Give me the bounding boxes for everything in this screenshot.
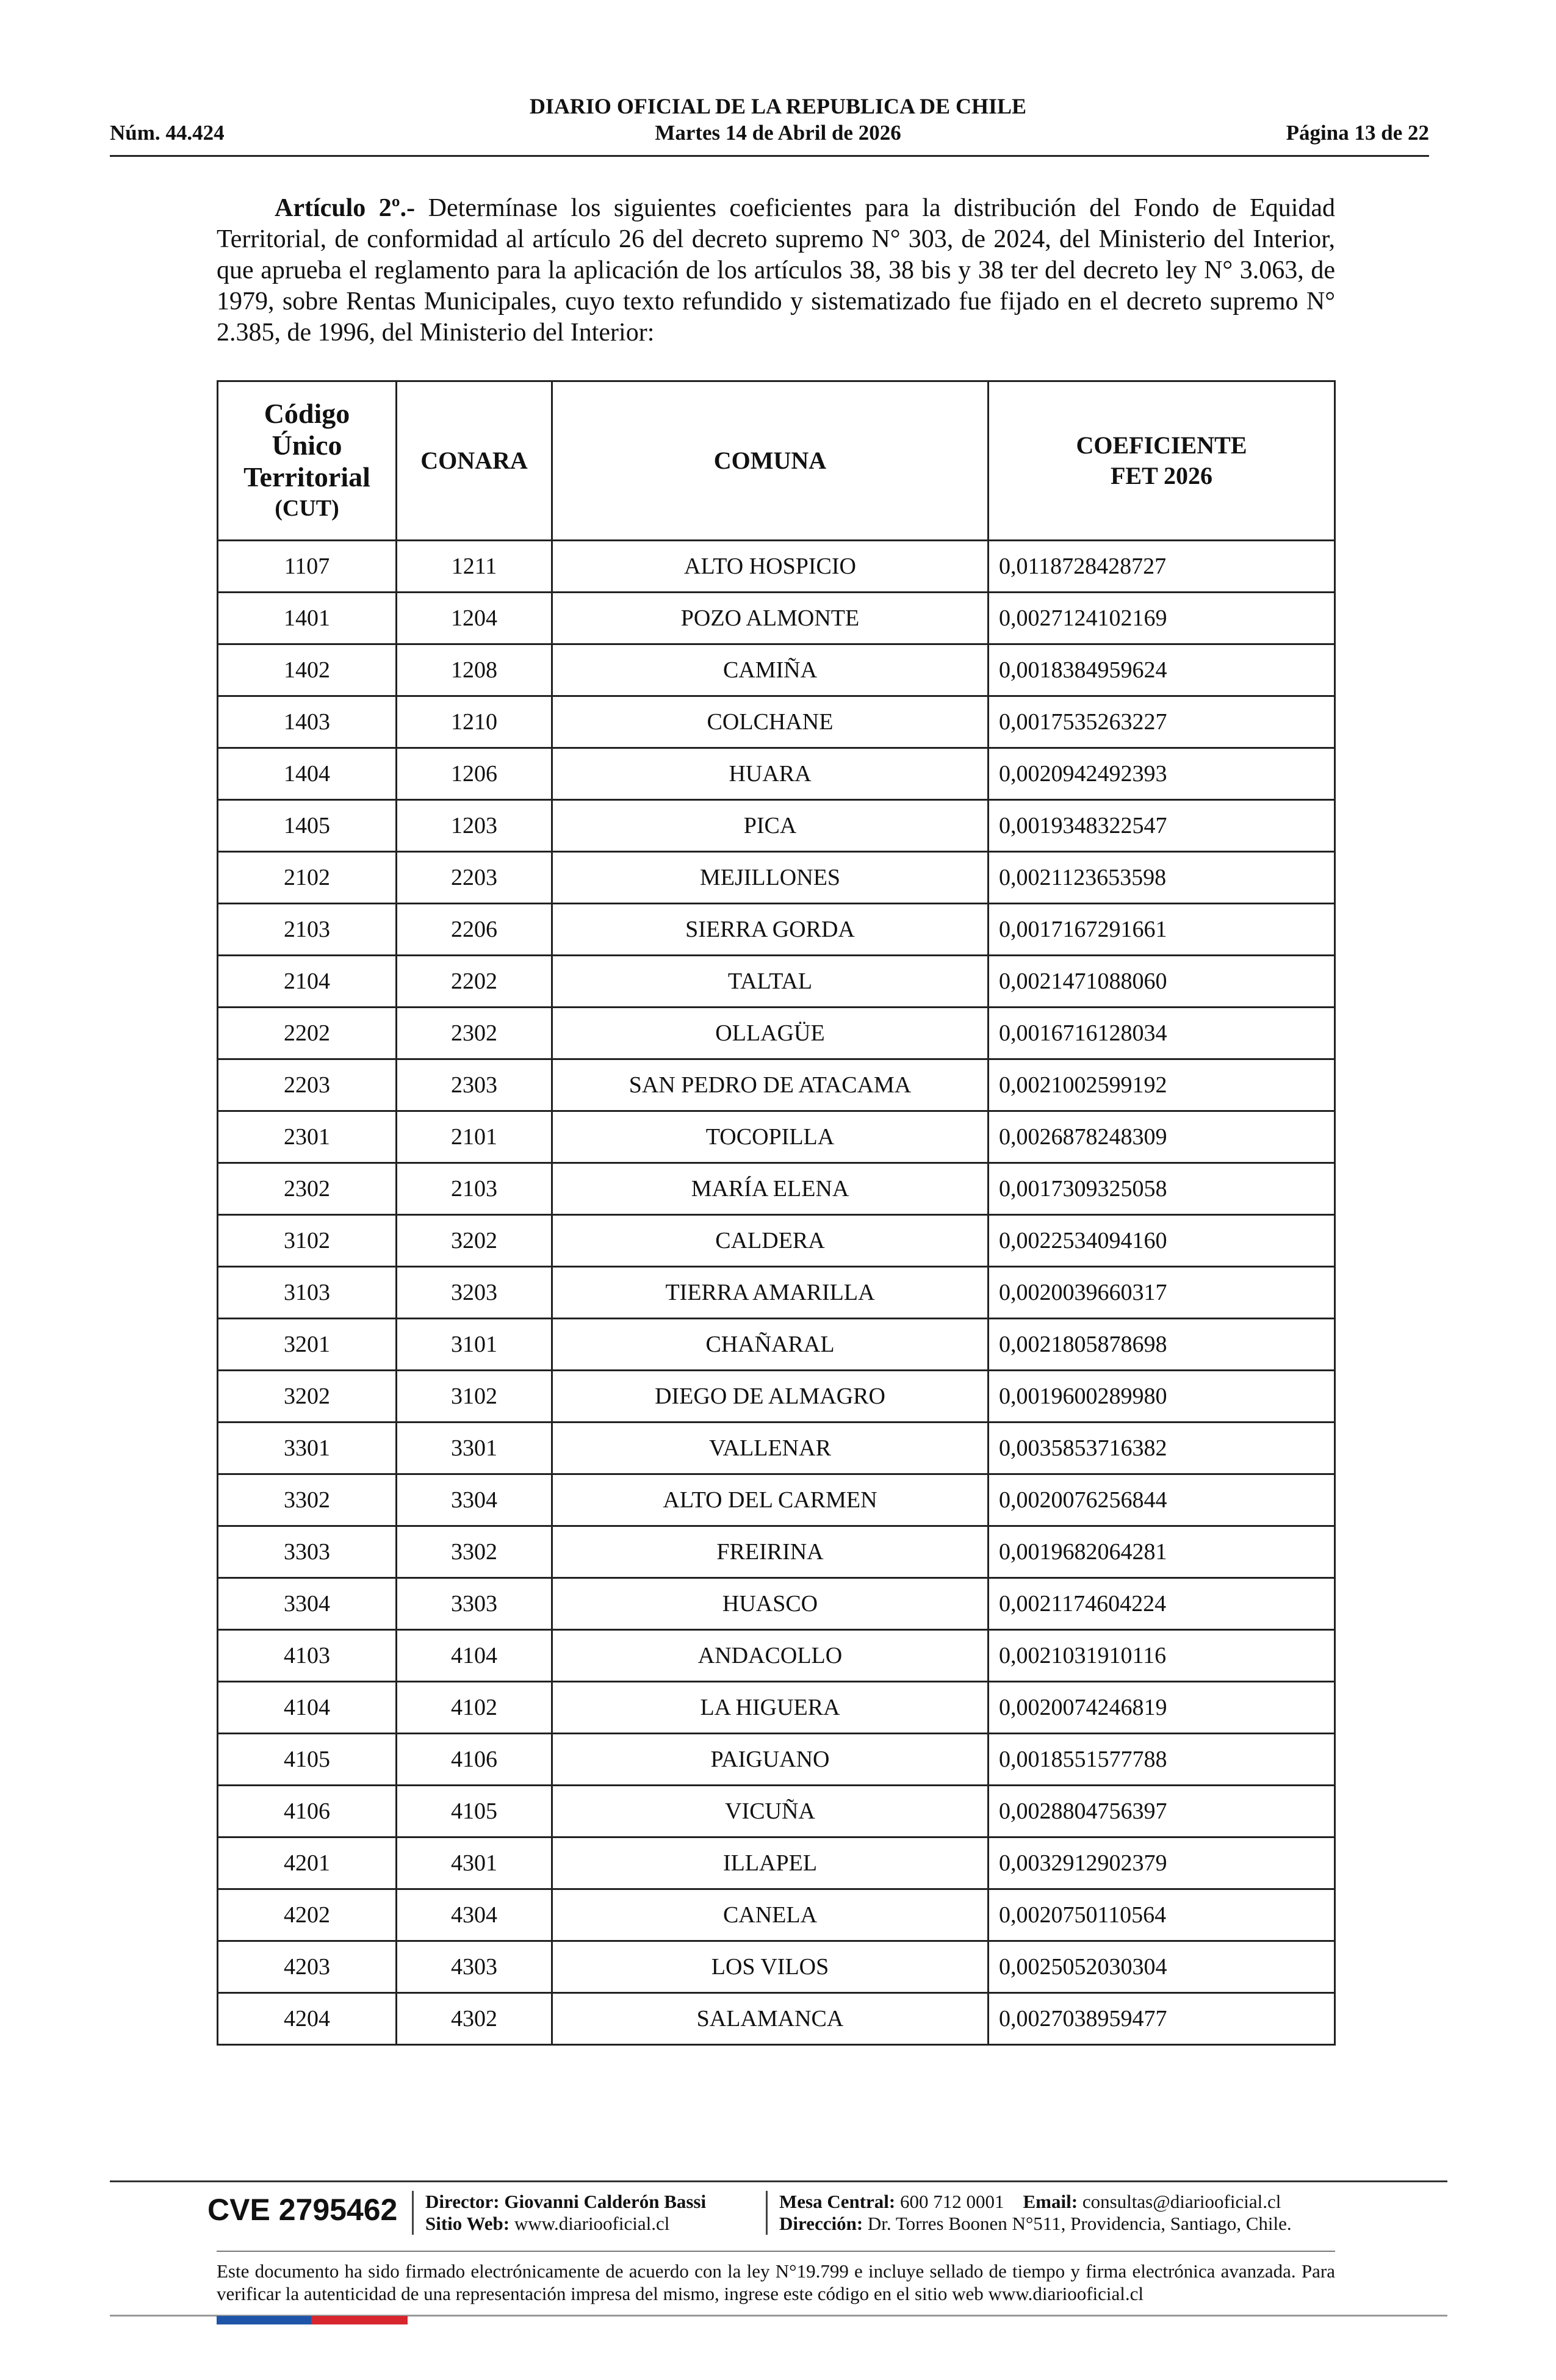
cell-comuna: HUASCO xyxy=(552,1578,989,1630)
director-name: Giovanni Calderón Bassi xyxy=(504,2191,707,2212)
email-label: Email: xyxy=(1023,2191,1078,2212)
cell-coeficiente: 0,0021031910116 xyxy=(989,1630,1335,1682)
cell-conara: 4105 xyxy=(397,1786,552,1837)
header-coef-line1: COEFICIENTE xyxy=(1076,431,1247,459)
email-link[interactable]: consultas@diariooficial.cl xyxy=(1082,2191,1281,2212)
cell-coeficiente: 0,0018551577788 xyxy=(989,1734,1335,1786)
cell-conara: 2303 xyxy=(397,1059,552,1111)
header-cut xyxy=(218,381,397,541)
cell-coeficiente: 0,0021471088060 xyxy=(989,956,1335,1008)
cell-coeficiente: 0,0025052030304 xyxy=(989,1941,1335,1993)
cell-coeficiente: 0,0027038959477 xyxy=(989,1993,1335,2045)
cell-conara: 1204 xyxy=(397,593,552,644)
table-row xyxy=(218,644,1335,696)
mesa-label: Mesa Central: xyxy=(779,2191,896,2212)
cell-comuna: VICUÑA xyxy=(552,1786,989,1837)
cell-coeficiente: 0,0021123653598 xyxy=(989,852,1335,904)
footer-contact-block xyxy=(779,2191,1292,2235)
cell-conara: 3101 xyxy=(397,1319,552,1371)
cell-cut: 1405 xyxy=(218,800,397,852)
header-divider xyxy=(110,155,1429,157)
cell-comuna: SALAMANCA xyxy=(552,1993,989,2045)
cell-conara: 1210 xyxy=(397,696,552,748)
table-row xyxy=(218,1993,1335,2045)
cell-coeficiente: 0,0018384959624 xyxy=(989,644,1335,696)
table-row xyxy=(218,1111,1335,1163)
cell-conara: 2202 xyxy=(397,956,552,1008)
table-row xyxy=(218,852,1335,904)
cve-code: CVE 2795462 xyxy=(207,2193,398,2227)
cell-conara: 2302 xyxy=(397,1008,552,1059)
cell-cut: 3202 xyxy=(218,1371,397,1423)
cell-comuna: ANDACOLLO xyxy=(552,1630,989,1682)
cell-coeficiente: 0,0020076256844 xyxy=(989,1474,1335,1526)
table-row xyxy=(218,1371,1335,1423)
page-number: Página 13 de 22 xyxy=(1286,121,1429,145)
coefficients-table xyxy=(217,380,1336,2046)
cell-conara: 4102 xyxy=(397,1682,552,1734)
article-text: Determínase los siguientes coeficientes para la distribución del Fondo de Equidad Territorial, de conformidad al artículo 26 del decreto supremo N° 303, de 2024, del Ministerio del Interior, que aprueba el reglamento para la aplicación de los artículos 38, 38 bis y 38 ter del decreto ley N° 3.063, de 1979, sobre Rentas Municipales, cuyo texto refundido y sistematizado fue fijado en el decreto supremo N° 2.385, de 1996, del Ministerio del Interior: xyxy=(217,194,1336,347)
cell-conara: 4301 xyxy=(397,1837,552,1889)
cell-cut: 2103 xyxy=(218,904,397,956)
cell-coeficiente: 0,0019682064281 xyxy=(989,1526,1335,1578)
footer-separator xyxy=(412,2191,414,2235)
cell-comuna: CAMIÑA xyxy=(552,644,989,696)
cell-cut: 3301 xyxy=(218,1423,397,1474)
cell-conara: 3102 xyxy=(397,1371,552,1423)
issue-number: Núm. 44.424 xyxy=(110,121,225,145)
cell-comuna: CHAÑARAL xyxy=(552,1319,989,1371)
cell-conara: 2206 xyxy=(397,904,552,956)
cell-coeficiente: 0,0017309325058 xyxy=(989,1163,1335,1215)
table-row xyxy=(218,696,1335,748)
cell-coeficiente: 0,0016716128034 xyxy=(989,1008,1335,1059)
address-text: Dr. Torres Boonen N°511, Providencia, Santiago, Chile. xyxy=(867,2213,1292,2234)
cell-coeficiente: 0,0019348322547 xyxy=(989,800,1335,852)
cell-conara: 1208 xyxy=(397,644,552,696)
table-row xyxy=(218,1215,1335,1267)
cell-conara: 2103 xyxy=(397,1163,552,1215)
cell-comuna: OLLAGÜE xyxy=(552,1008,989,1059)
cell-comuna: MARÍA ELENA xyxy=(552,1163,989,1215)
issue-date: Martes 14 de Abril de 2026 xyxy=(655,121,901,145)
table-row xyxy=(218,1008,1335,1059)
cell-comuna: TALTAL xyxy=(552,956,989,1008)
cell-conara: 1211 xyxy=(397,541,552,593)
cell-coeficiente: 0,0118728428727 xyxy=(989,541,1335,593)
cell-coeficiente: 0,0020039660317 xyxy=(989,1267,1335,1319)
cell-comuna: SIERRA GORDA xyxy=(552,904,989,956)
cell-conara: 1206 xyxy=(397,748,552,800)
header-cut-line1: Código xyxy=(264,398,350,429)
article-paragraph xyxy=(217,193,1335,348)
legal-notice: Este documento ha sido firmado electrónicamente de acuerdo con la ley N°19.799 e incluye sellado de tiempo y firma electrónica avanzada. Para verificar la autenticidad de una representación impresa del mismo, ingrese este código en el sitio web www.diariooficial.cl xyxy=(217,2260,1335,2304)
cell-comuna: LA HIGUERA xyxy=(552,1682,989,1734)
cell-comuna: COLCHANE xyxy=(552,696,989,748)
cell-coeficiente: 0,0035853716382 xyxy=(989,1423,1335,1474)
footer-inner-divider xyxy=(217,2251,1335,2252)
cell-cut: 1404 xyxy=(218,748,397,800)
table-row xyxy=(218,1734,1335,1786)
cell-coeficiente: 0,0020750110564 xyxy=(989,1889,1335,1941)
cell-comuna: ALTO DEL CARMEN xyxy=(552,1474,989,1526)
cell-conara: 4104 xyxy=(397,1630,552,1682)
table-row xyxy=(218,1889,1335,1941)
cell-coeficiente: 0,0022534094160 xyxy=(989,1215,1335,1267)
cell-comuna: FREIRINA xyxy=(552,1526,989,1578)
header-conara: CONARA xyxy=(397,381,552,541)
cell-coeficiente: 0,0032912902379 xyxy=(989,1837,1335,1889)
cell-comuna: ILLAPEL xyxy=(552,1837,989,1889)
cell-cut: 2104 xyxy=(218,956,397,1008)
cell-conara: 3304 xyxy=(397,1474,552,1526)
table-row xyxy=(218,1319,1335,1371)
cell-conara: 4304 xyxy=(397,1889,552,1941)
table-row xyxy=(218,1059,1335,1111)
cell-cut: 2102 xyxy=(218,852,397,904)
table-row xyxy=(218,1578,1335,1630)
cell-comuna: DIEGO DE ALMAGRO xyxy=(552,1371,989,1423)
address-label: Dirección: xyxy=(779,2213,863,2234)
footer-director-block xyxy=(425,2191,706,2235)
cell-cut: 4201 xyxy=(218,1837,397,1889)
table-row xyxy=(218,1267,1335,1319)
cell-comuna: MEJILLONES xyxy=(552,852,989,904)
table-row xyxy=(218,1630,1335,1682)
cell-cut: 3304 xyxy=(218,1578,397,1630)
cell-comuna: TIERRA AMARILLA xyxy=(552,1267,989,1319)
cell-cut: 2202 xyxy=(218,1008,397,1059)
cell-coeficiente: 0,0017167291661 xyxy=(989,904,1335,956)
cell-comuna: HUARA xyxy=(552,748,989,800)
cell-conara: 4106 xyxy=(397,1734,552,1786)
cell-coeficiente: 0,0021805878698 xyxy=(989,1319,1335,1371)
cell-conara: 3301 xyxy=(397,1423,552,1474)
cell-comuna: TOCOPILLA xyxy=(552,1111,989,1163)
cell-cut: 3102 xyxy=(218,1215,397,1267)
table-row xyxy=(218,1423,1335,1474)
cell-cut: 4104 xyxy=(218,1682,397,1734)
cell-cut: 2203 xyxy=(218,1059,397,1111)
cell-comuna: POZO ALMONTE xyxy=(552,593,989,644)
cell-conara: 4303 xyxy=(397,1941,552,1993)
table-row xyxy=(218,1941,1335,1993)
cell-cut: 2302 xyxy=(218,1163,397,1215)
cell-comuna: PICA xyxy=(552,800,989,852)
header-cut-line2: Único xyxy=(272,430,342,461)
table-row xyxy=(218,593,1335,644)
cell-conara: 1203 xyxy=(397,800,552,852)
cell-conara: 3303 xyxy=(397,1578,552,1630)
footer-divider xyxy=(110,2180,1447,2182)
cell-coeficiente: 0,0017535263227 xyxy=(989,696,1335,748)
cell-conara: 2101 xyxy=(397,1111,552,1163)
cell-coeficiente: 0,0027124102169 xyxy=(989,593,1335,644)
cell-cut: 4103 xyxy=(218,1630,397,1682)
table-row xyxy=(218,748,1335,800)
cell-conara: 3302 xyxy=(397,1526,552,1578)
footer-separator xyxy=(766,2191,768,2235)
cell-coeficiente: 0,0020074246819 xyxy=(989,1682,1335,1734)
site-link[interactable]: www.diariooficial.cl xyxy=(514,2213,670,2234)
table-row xyxy=(218,1163,1335,1215)
cell-conara: 3202 xyxy=(397,1215,552,1267)
cell-cut: 1403 xyxy=(218,696,397,748)
table-row xyxy=(218,800,1335,852)
article-heading: Artículo 2º.- xyxy=(275,194,416,222)
table-row xyxy=(218,1682,1335,1734)
header-cut-line4: (CUT) xyxy=(275,496,339,521)
cell-cut: 1401 xyxy=(218,593,397,644)
cell-comuna: SAN PEDRO DE ATACAMA xyxy=(552,1059,989,1111)
table-row xyxy=(218,1474,1335,1526)
cell-cut: 4203 xyxy=(218,1941,397,1993)
table-row xyxy=(218,541,1335,593)
cell-cut: 4202 xyxy=(218,1889,397,1941)
cell-comuna: LOS VILOS xyxy=(552,1941,989,1993)
cell-cut: 2301 xyxy=(218,1111,397,1163)
cell-comuna: ALTO HOSPICIO xyxy=(552,541,989,593)
header-comuna: COMUNA xyxy=(552,381,989,541)
cell-conara: 4302 xyxy=(397,1993,552,2045)
table-row xyxy=(218,956,1335,1008)
header-cut-line3: Territorial xyxy=(243,461,370,492)
flag-stripe-blue xyxy=(217,2316,311,2324)
table-row xyxy=(218,904,1335,956)
cell-conara: 3203 xyxy=(397,1267,552,1319)
cell-cut: 4105 xyxy=(218,1734,397,1786)
cell-coeficiente: 0,0019600289980 xyxy=(989,1371,1335,1423)
cell-cut: 3302 xyxy=(218,1474,397,1526)
cell-comuna: VALLENAR xyxy=(552,1423,989,1474)
table-row xyxy=(218,1837,1335,1889)
cell-conara: 2203 xyxy=(397,852,552,904)
cell-comuna: CANELA xyxy=(552,1889,989,1941)
table-row xyxy=(218,1786,1335,1837)
cell-cut: 4204 xyxy=(218,1993,397,2045)
header-coef-line2: FET 2026 xyxy=(1110,462,1213,489)
site-label: Sitio Web: xyxy=(425,2213,510,2234)
cell-cut: 1402 xyxy=(218,644,397,696)
table-row xyxy=(218,1526,1335,1578)
table-header-row xyxy=(218,381,1335,541)
header-coeficiente xyxy=(989,381,1335,541)
cell-coeficiente: 0,0020942492393 xyxy=(989,748,1335,800)
cell-coeficiente: 0,0026878248309 xyxy=(989,1111,1335,1163)
director-label: Director: xyxy=(425,2191,500,2212)
cell-cut: 1107 xyxy=(218,541,397,593)
cell-comuna: CALDERA xyxy=(552,1215,989,1267)
cell-cut: 3103 xyxy=(218,1267,397,1319)
cell-coeficiente: 0,0021174604224 xyxy=(989,1578,1335,1630)
cell-comuna: PAIGUANO xyxy=(552,1734,989,1786)
cell-cut: 3201 xyxy=(218,1319,397,1371)
newspaper-title: DIARIO OFICIAL DE LA REPUBLICA DE CHILE xyxy=(529,94,1027,118)
cell-cut: 4106 xyxy=(218,1786,397,1837)
cell-coeficiente: 0,0021002599192 xyxy=(989,1059,1335,1111)
cell-coeficiente: 0,0028804756397 xyxy=(989,1786,1335,1837)
flag-stripe-red xyxy=(311,2316,408,2324)
mesa-phone: 600 712 0001 xyxy=(900,2191,1004,2212)
cell-cut: 3303 xyxy=(218,1526,397,1578)
